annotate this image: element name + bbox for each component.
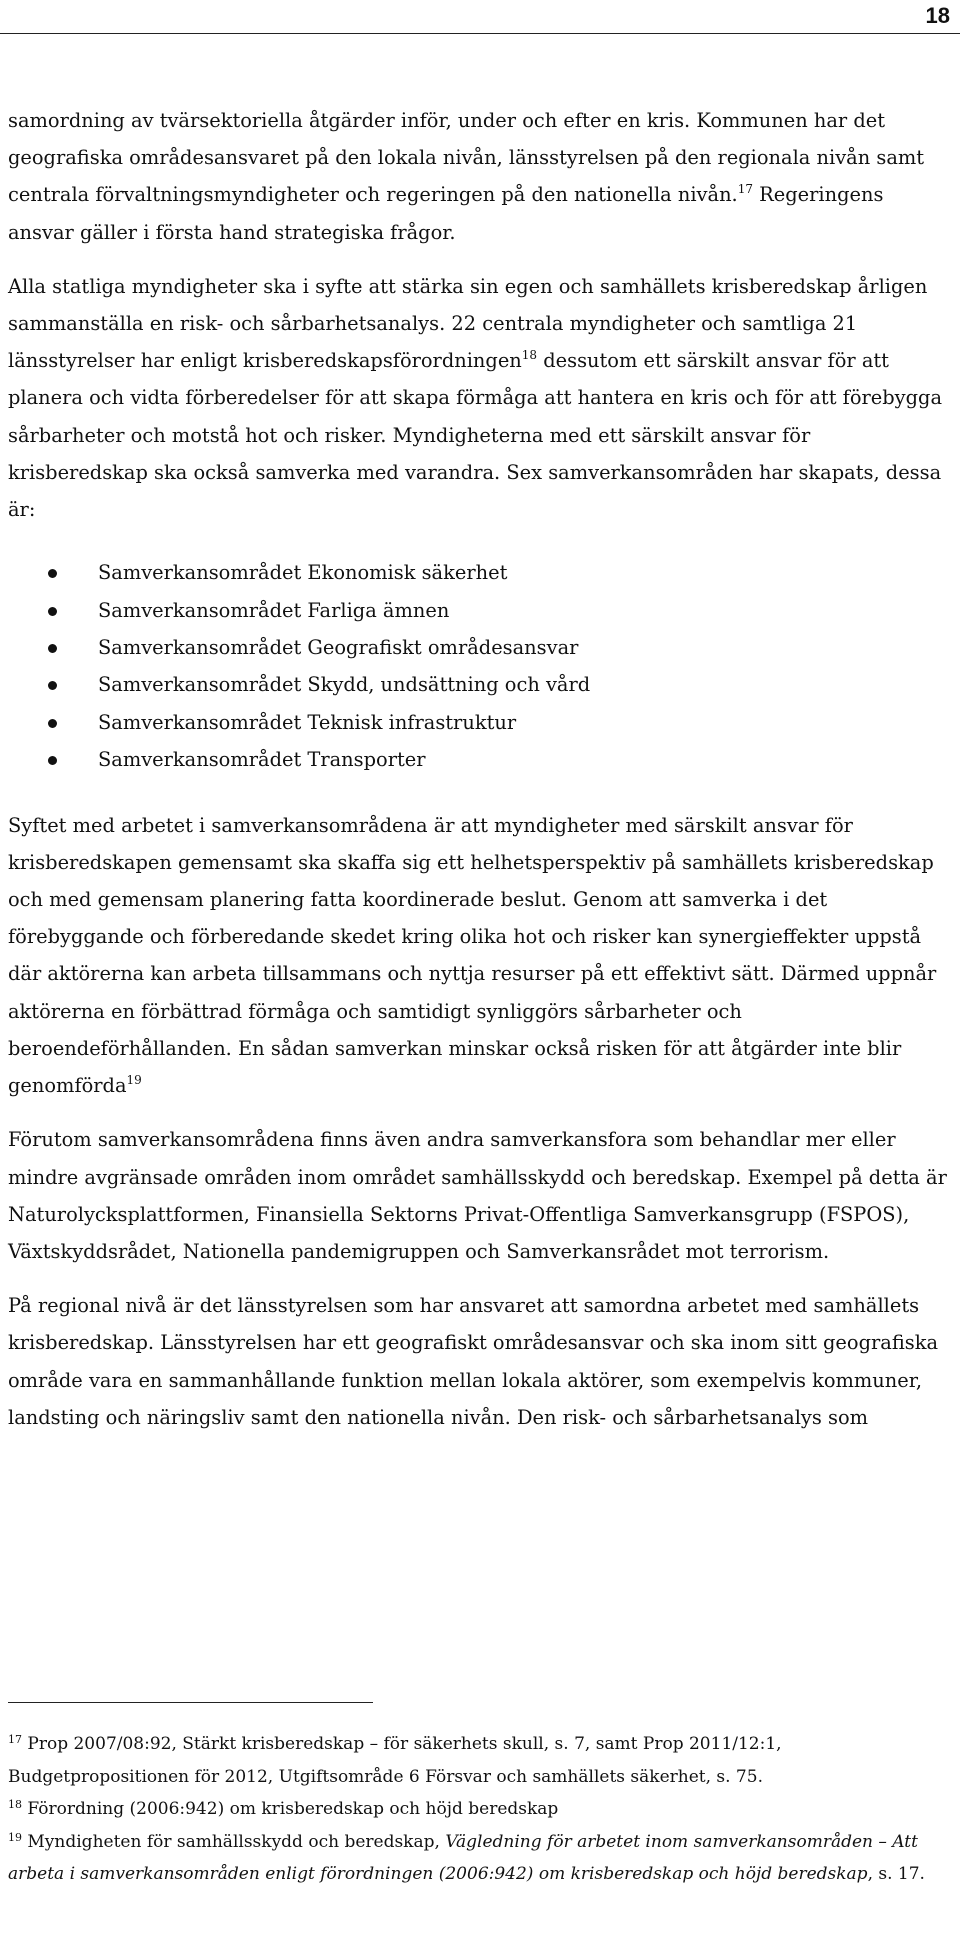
paragraph-3-text: Syftet med arbetet i samverkansområdena är att myndigheter med särskilt ansvar för krisberedskapen gemensamt ska skaffa sig ett helhetsperspektiv på samhällets krisberedskap och med gemensam planering fatta koordinerade beslut. Genom att samverka i det förebyggande och förberedande skedet kring olika hot och risker kan synergieffekter uppstå där aktörerna kan arbeta tillsammans och nyttja resurser på ett effektivt sätt. Därmed uppnår aktörerna en förbättrad förmåga och samtidigt synliggörs sårbarheter och beroendeförhållanden. En sådan samverkan minskar också risken för att åtgärder inte blir genomförda [8, 813, 937, 1098]
footnote-18 [8, 1793, 948, 1826]
footnote-title-italic: Vägledning för arbetet inom samverkansområden – Att arbeta i samverkansområden enligt förordningen (2006:942) om krisberedskap och höjd beredskap [8, 1831, 918, 1884]
paragraph-4: Förutom samverkansområdena finns även andra samverkansfora som behandlar mer eller mindre avgränsade områden inom området samhällsskydd och beredskap. Exempel på detta är Naturolycksplattformen, Finansiella Sektorns Privat-Offentliga Samverkansgrupp (FSPOS), Växtskyddsrådet, Nationella pandemigruppen och Samverkansrådet mot terrorism. [8, 1128, 947, 1263]
paragraph-2-text-b: dessutom ett särskilt ansvar för att planera och vidta förberedelser för att skapa förmåga att hantera en kris och för att förebygga sårbarheter och motstå hot och risker. Myndigheterna med ett särskilt ansvar för krisberedskap ska också samverka med varandra. Sex samverkansområden har skapats, dessa är: [8, 349, 942, 522]
paragraph-3 [8, 807, 948, 1105]
bullet-icon [48, 681, 57, 690]
footnotes [8, 1728, 948, 1891]
bullet-icon [48, 756, 57, 765]
bullet-icon [48, 719, 57, 728]
paragraph-2 [8, 268, 948, 528]
list-item-label: Samverkansområdet Teknisk infrastruktur [98, 710, 517, 734]
footnote-ref-17[interactable]: 17 [737, 182, 754, 197]
footnote-ref-19[interactable]: 19 [126, 1073, 142, 1088]
footnote-number: 17 [8, 1733, 22, 1746]
footnote-number: 19 [8, 1830, 22, 1844]
footnote-number: 18 [8, 1798, 22, 1811]
bullet-icon [48, 644, 57, 653]
bullet-icon [48, 569, 57, 578]
paragraph-1 [8, 102, 948, 251]
list-item-label: Samverkansområdet Geografiskt områdesansvar [98, 636, 579, 660]
paragraph-1-text-a: samordning av tvärsektoriella åtgärder inför, under och efter en kris. Kommunen har det geografiska områdesansvaret på den lokala nivån, länsstyrelsen på den regionala nivån samt centrala förvaltningsmyndigheter och regeringen på den nationella nivån. [8, 109, 925, 207]
footnote-ref-18[interactable]: 18 [521, 348, 538, 363]
list-item [8, 666, 948, 703]
footnote-text: Myndigheten för samhällsskydd och beredskap, [22, 1831, 446, 1852]
list-item-label: Samverkansområdet Ekonomisk säkerhet [98, 561, 508, 585]
cooperation-areas-list [8, 554, 948, 778]
footnote-19 [8, 1826, 948, 1891]
paragraph-5: På regional nivå är det länsstyrelsen som har ansvaret att samordna arbetet med samhällets krisberedskap. Länsstyrelsen har ett geografiskt områdesansvar och ska inom sitt geografiska område vara en sammanhållande funktion mellan lokala aktörer, som exempelvis kommuner, landsting och näringsliv samt den nationella nivån. Den risk- och sårbarhetsanalys som [8, 1294, 939, 1429]
list-item-label: Samverkansområdet Skydd, undsättning och vård [98, 673, 591, 697]
list-item [8, 592, 948, 629]
header-rule [0, 33, 960, 34]
paragraph-1-text-b: Regeringens ansvar gäller i första hand strategiska frågor. [8, 183, 884, 244]
footnote-text-end: , s. 17. [867, 1864, 925, 1884]
list-item [8, 629, 948, 666]
footnote-text: Förordning (2006:942) om krisberedskap och höjd beredskap [22, 1799, 559, 1819]
footnote-separator [8, 1702, 373, 1703]
paragraph-2-text-a: Alla statliga myndigheter ska i syfte att stärka sin egen och samhällets krisberedskap årligen sammanställa en risk- och sårbarhetsanalys. 22 centrala myndigheter och samtliga 21 länsstyrelser har enligt krisberedskapsförordningen [8, 274, 928, 373]
list-item-label: Samverkansområdet Transporter [98, 748, 426, 772]
list-item [8, 554, 948, 591]
list-item [8, 741, 948, 778]
list-item-label: Samverkansområdet Farliga ämnen [98, 598, 450, 622]
bullet-icon [48, 607, 57, 616]
list-item [8, 704, 948, 741]
page-header [0, 0, 960, 38]
footnote-text: Prop 2007/08:92, Stärkt krisberedskap – för säkerhets skull, s. 7, samt Prop 2011/12:1, Budgetpropositionen för 2012, Utgiftsområde 6 Försvar och samhällets säkerhet, s. 75. [8, 1734, 782, 1787]
footnote-17 [8, 1728, 948, 1793]
page-number: 18 [925, 3, 950, 28]
body-text [8, 102, 948, 1436]
